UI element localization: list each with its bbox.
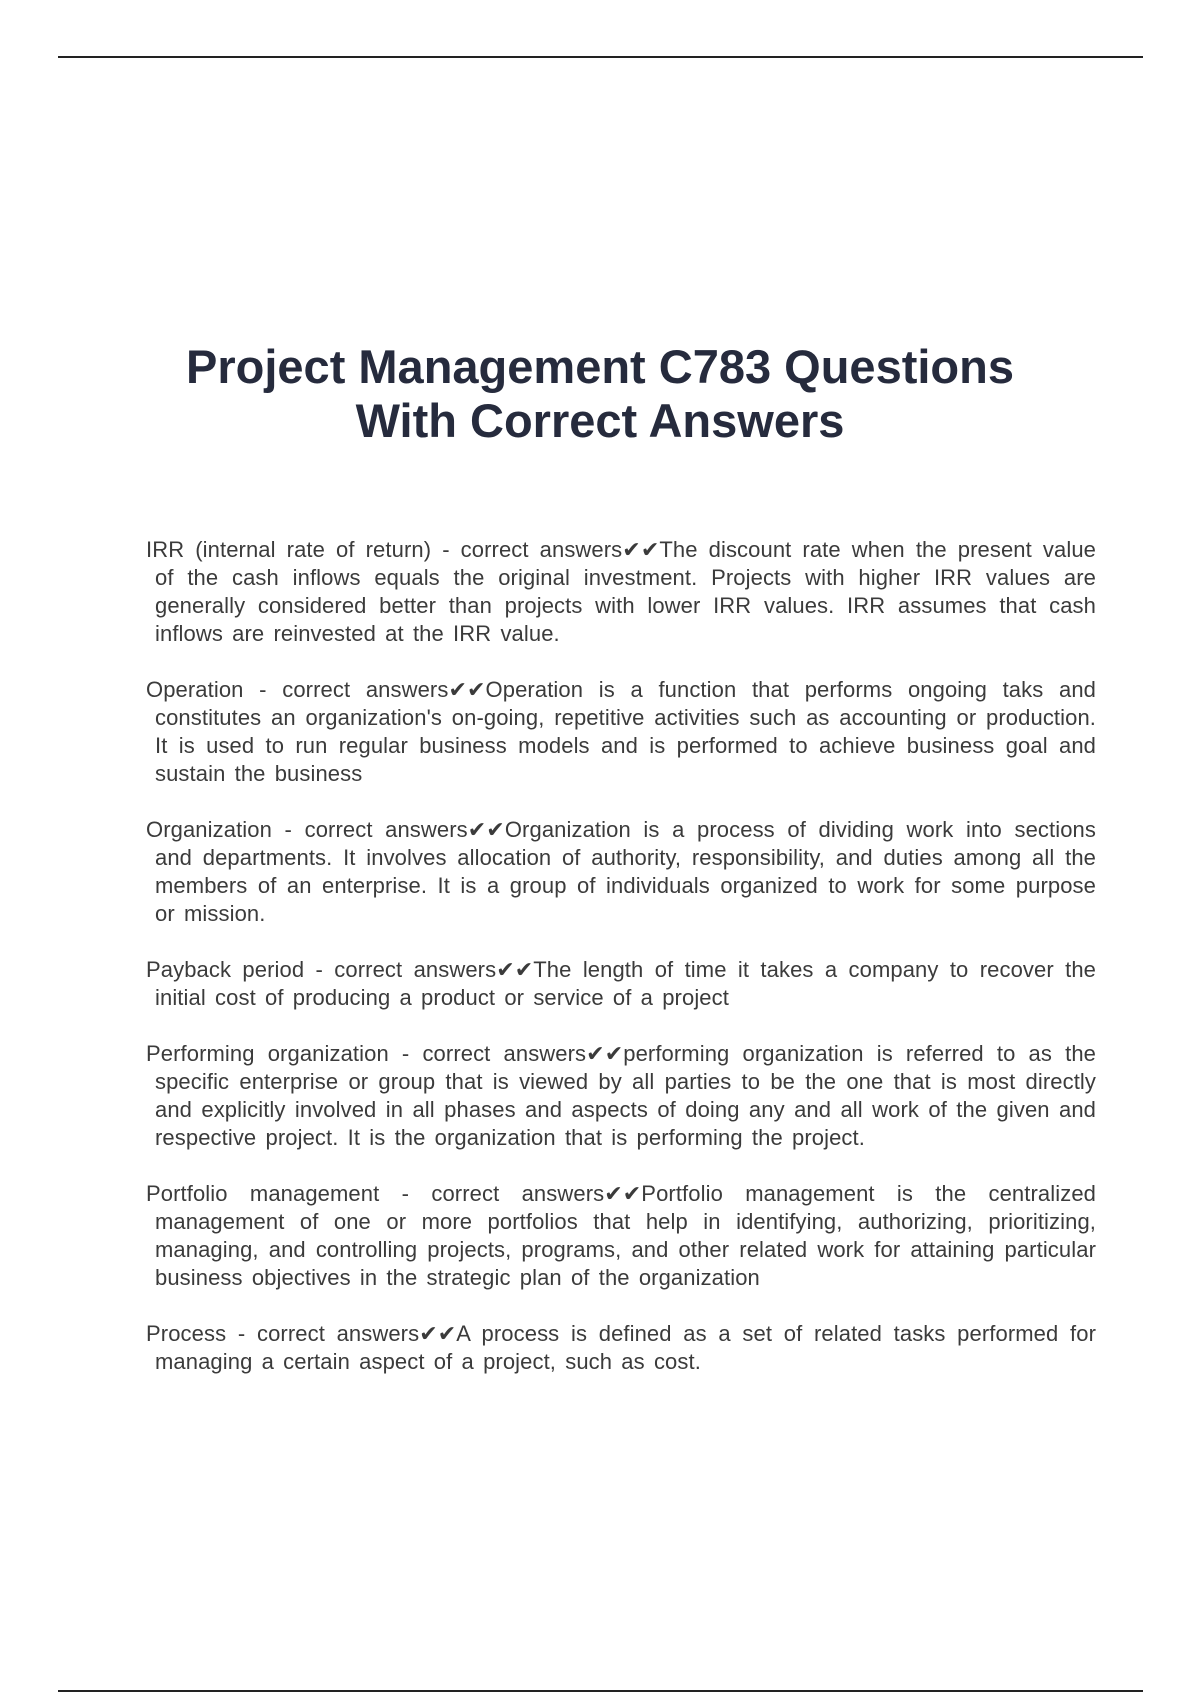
document-title	[100, 340, 1100, 448]
entry-separator: - correct answers	[243, 677, 449, 702]
entry-term: Performing organization	[146, 1041, 389, 1066]
entry-term: IRR (internal rate of return)	[146, 537, 432, 562]
double-check-icon: ✔✔	[467, 817, 505, 842]
entry-definition: The length of time it takes a company to recover the initial cost of producing a product or service of a project	[155, 957, 1096, 1010]
title-line-2: With Correct Answers	[355, 394, 845, 447]
entry-separator: - correct answers	[304, 957, 497, 982]
entry-definition: The discount rate when the present value of the cash inflows equals the original investment. Projects with higher IRR values are generally considered better than projects with lower IRR values. IRR assumes that cash inflows are reinvested at the IRR value.	[155, 537, 1096, 646]
entry-term: Portfolio management	[146, 1181, 380, 1206]
qa-entry-process	[146, 1320, 1096, 1376]
double-check-icon: ✔✔	[496, 957, 534, 982]
entry-separator: - correct answers	[388, 1041, 587, 1066]
title-line-1: Project Management C783 Questions	[186, 340, 1014, 393]
double-check-icon: ✔✔	[622, 537, 660, 562]
top-rule	[58, 56, 1143, 58]
qa-entry-portfolio-management	[146, 1180, 1096, 1292]
entry-term: Process	[146, 1321, 227, 1346]
double-check-icon: ✔✔	[586, 1041, 624, 1066]
entry-definition: A process is defined as a set of related tasks performed for managing a certain aspect of a project, such as cost.	[155, 1321, 1097, 1374]
entry-term: Payback period	[146, 957, 305, 982]
qa-entry-performing-organization	[146, 1040, 1096, 1152]
entry-separator: - correct answers	[226, 1321, 420, 1346]
qa-entry-irr	[146, 536, 1096, 648]
bottom-rule	[58, 1690, 1143, 1692]
entry-term: Operation	[146, 677, 244, 702]
entry-separator: - correct answers	[379, 1181, 605, 1206]
qa-entry-organization	[146, 816, 1096, 928]
double-check-icon: ✔✔	[448, 677, 486, 702]
entry-definition: Organization is a process of dividing work into sections and departments. It involves allocation of authority, responsibility, and duties among all the members of an enterprise. It is a group of individuals organized to work for some purpose or mission.	[155, 817, 1096, 926]
entry-separator: - correct answers	[271, 817, 468, 842]
entry-separator: - correct answers	[431, 537, 623, 562]
qa-entries	[146, 536, 1096, 1404]
qa-entry-payback-period	[146, 956, 1096, 1012]
double-check-icon: ✔✔	[604, 1181, 642, 1206]
entry-term: Organization	[146, 817, 272, 842]
entry-definition: Portfolio management is the centralized management of one or more portfolios that help in identifying, authorizing, prioritizing, managing, and controlling projects, programs, and other related work for attaining particular business objectives in the strategic plan of the organization	[155, 1181, 1096, 1290]
double-check-icon: ✔✔	[419, 1321, 457, 1346]
entry-definition: Operation is a function that performs ongoing taks and constitutes an organization's on-going, repetitive activities such as accounting or production. It is used to run regular business models and is performed to achieve business goal and sustain the business	[155, 677, 1097, 786]
entry-definition: performing organization is referred to as the specific enterprise or group that is viewed by all parties to be the one that is most directly and explicitly involved in all phases and aspects of doing any and all work of the given and respective project. It is the organization that is performing the project.	[155, 1041, 1096, 1150]
qa-entry-operation	[146, 676, 1096, 788]
